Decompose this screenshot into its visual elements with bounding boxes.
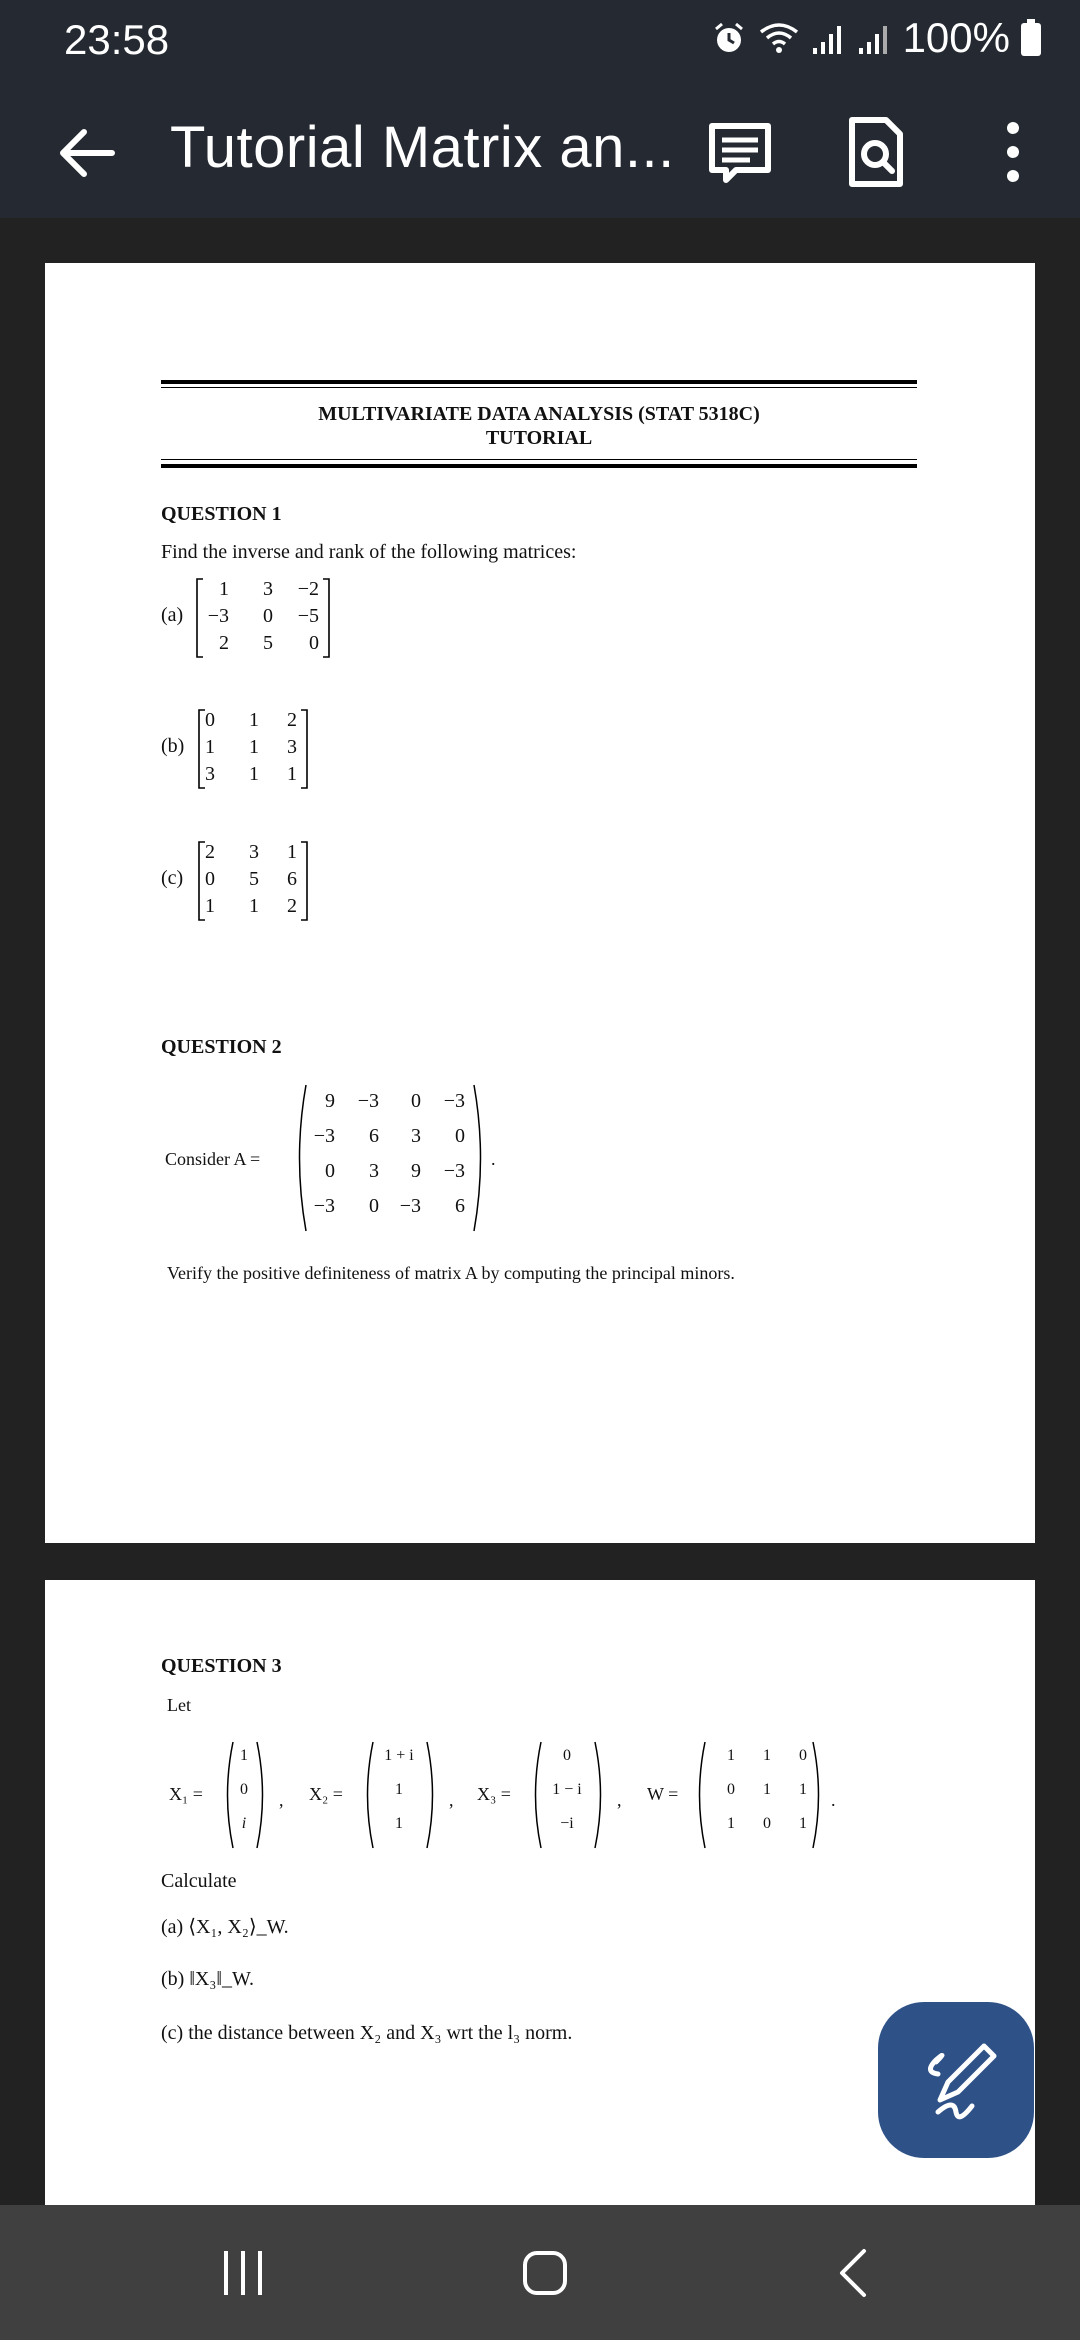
matrix-cell: 1 <box>205 895 215 917</box>
matrix-cell: 6 <box>369 1125 379 1147</box>
matrix-cell: 1 <box>727 1815 735 1832</box>
label-b: (b) <box>161 735 185 757</box>
label-a: (a) <box>161 604 184 626</box>
matrix-cell: 3 <box>205 763 215 785</box>
matrix-cell: 0 <box>727 1781 735 1798</box>
label-c: (c) <box>161 867 184 889</box>
matrix-cell: 1 <box>395 1781 403 1798</box>
matrix-cell: 1 <box>287 841 297 863</box>
app-bar <box>0 84 1080 218</box>
more-vert-icon[interactable] <box>975 114 1051 190</box>
verify-text: Verify the positive definiteness of matrix A by computing the principal minors. <box>167 1263 735 1283</box>
matrix-cell: 2 <box>287 895 297 917</box>
header-line-2: TUTORIAL <box>485 427 593 449</box>
matrix-cell: 1 <box>287 763 297 785</box>
period: . <box>831 1790 836 1810</box>
document-page-1 <box>45 263 1035 1543</box>
matrix-cell: −3 <box>357 1090 379 1112</box>
matrix-cell: 0 <box>369 1195 379 1217</box>
matrix-cell: 0 <box>455 1125 465 1147</box>
matrix-cell: 3 <box>249 841 259 863</box>
question-1-heading: QUESTION 1 <box>161 503 282 525</box>
notes-icon[interactable] <box>702 114 778 190</box>
matrix-cell: 3 <box>411 1125 421 1147</box>
comma: , <box>449 1790 454 1810</box>
vector-row <box>169 1740 909 1850</box>
x2-label: X₂ = <box>309 1784 343 1804</box>
signal-icon <box>811 20 847 56</box>
matrix-cell: 9 <box>325 1090 335 1112</box>
matrix-cell: 2 <box>287 709 297 731</box>
system-nav-bar <box>0 2205 1080 2340</box>
question-3-heading: QUESTION 3 <box>161 1655 282 1677</box>
q3-part-b: (b) ‖X₃‖_W. <box>161 1968 255 1990</box>
recent-apps-icon[interactable] <box>218 2245 268 2301</box>
back-icon[interactable] <box>830 2245 880 2301</box>
matrix-cell: 1 <box>799 1815 807 1832</box>
matrix-cell: i <box>241 1815 247 1832</box>
consider-text: Consider A = <box>165 1149 261 1169</box>
matrix-cell: 1 − i <box>552 1781 582 1798</box>
matrix-cell: 1 <box>395 1815 403 1832</box>
wifi-icon <box>757 20 801 56</box>
let-text: Let <box>167 1695 191 1715</box>
status-bar <box>0 0 1080 84</box>
matrix-cell: 0 <box>205 868 215 890</box>
matrix-cell: 0 <box>263 605 273 627</box>
home-icon[interactable] <box>520 2245 570 2301</box>
alarm-icon <box>711 20 747 56</box>
matrix-cell: 5 <box>249 868 259 890</box>
question-2-heading: QUESTION 2 <box>161 1036 282 1058</box>
matrix-cell: −3 <box>443 1160 465 1182</box>
matrix-cell: 5 <box>263 632 273 654</box>
matrix-cell: 0 <box>563 1747 571 1764</box>
matrix-cell: 1 <box>249 895 259 917</box>
matrix-cell: −2 <box>297 578 319 600</box>
document-title: Tutorial Matrix an... <box>170 115 675 180</box>
matrix-cell: 9 <box>411 1160 421 1182</box>
matrix-cell: 0 <box>763 1815 771 1832</box>
matrix-cell: −3 <box>313 1195 335 1217</box>
matrix-cell: 0 <box>309 632 319 654</box>
battery-percent: 100% <box>902 14 1010 61</box>
w-label: W = <box>647 1784 679 1804</box>
signal-icon <box>857 20 893 56</box>
matrix-cell: 3 <box>263 578 273 600</box>
comma: , <box>617 1790 622 1810</box>
matrix-cell: −i <box>560 1815 574 1832</box>
matrix-cell: 1 <box>763 1781 771 1798</box>
calculate-text: Calculate <box>161 1870 237 1892</box>
matrix-cell: 0 <box>325 1160 335 1182</box>
back-arrow-icon[interactable] <box>52 118 122 188</box>
matrix-cell: −3 <box>207 605 229 627</box>
status-icons <box>711 14 1042 62</box>
matrix-cell: −5 <box>297 605 319 627</box>
search-document-icon[interactable] <box>838 114 914 190</box>
question-1-prompt: Find the inverse and rank of the following matrices: <box>161 541 577 563</box>
matrix-cell: 1 + i <box>384 1747 414 1764</box>
matrix-cell: 1 <box>205 736 215 758</box>
matrix-cell: 1 <box>249 736 259 758</box>
matrix-cell: 1 <box>763 1747 771 1764</box>
matrix-cell: −3 <box>443 1090 465 1112</box>
q3-part-a: (a) ⟨X₁, X₂⟩_W. <box>161 1916 289 1938</box>
matrix-cell: −3 <box>313 1125 335 1147</box>
period: . <box>491 1149 496 1169</box>
matrix-cell: 1 <box>240 1747 248 1764</box>
matrix-cell: 0 <box>240 1781 248 1798</box>
matrix-cell: 1 <box>799 1781 807 1798</box>
matrix-cell: 0 <box>799 1747 807 1764</box>
x3-label: X₃ = <box>477 1784 511 1804</box>
q3-part-c: (c) the distance between X₂ and X₃ wrt the l₃ norm. <box>161 2022 573 2044</box>
battery-icon <box>1020 19 1042 57</box>
status-time: 23:58 <box>64 16 170 63</box>
header-line-1: MULTIVARIATE DATA ANALYSIS (STAT 5318C) <box>318 403 760 425</box>
matrix-cell: −3 <box>399 1195 421 1217</box>
edit-pen-icon <box>878 2002 1034 2158</box>
document-viewer[interactable] <box>0 218 1080 2222</box>
matrix-cell: 2 <box>219 632 229 654</box>
header-rule-top <box>161 380 917 384</box>
matrix-cell: 3 <box>287 736 297 758</box>
matrix-cell: 6 <box>455 1195 465 1217</box>
comma: , <box>279 1790 284 1810</box>
matrix-cell: 1 <box>249 763 259 785</box>
matrix-cell: 0 <box>205 709 215 731</box>
matrix-cell: 6 <box>287 868 297 890</box>
header-rule-bottom <box>161 464 917 468</box>
edit-fab-button[interactable] <box>878 2002 1034 2158</box>
x1-label: X₁ = <box>169 1784 203 1804</box>
matrix-cell: 1 <box>249 709 259 731</box>
matrix-cell: 1 <box>219 578 229 600</box>
header-rule-top-thin <box>161 387 917 388</box>
matrix-cell: 1 <box>727 1747 735 1764</box>
matrix-cell: 0 <box>411 1090 421 1112</box>
matrix-cell: 2 <box>205 841 215 863</box>
matrix-cell: 3 <box>369 1160 379 1182</box>
header-rule-bottom-thin <box>161 459 917 460</box>
